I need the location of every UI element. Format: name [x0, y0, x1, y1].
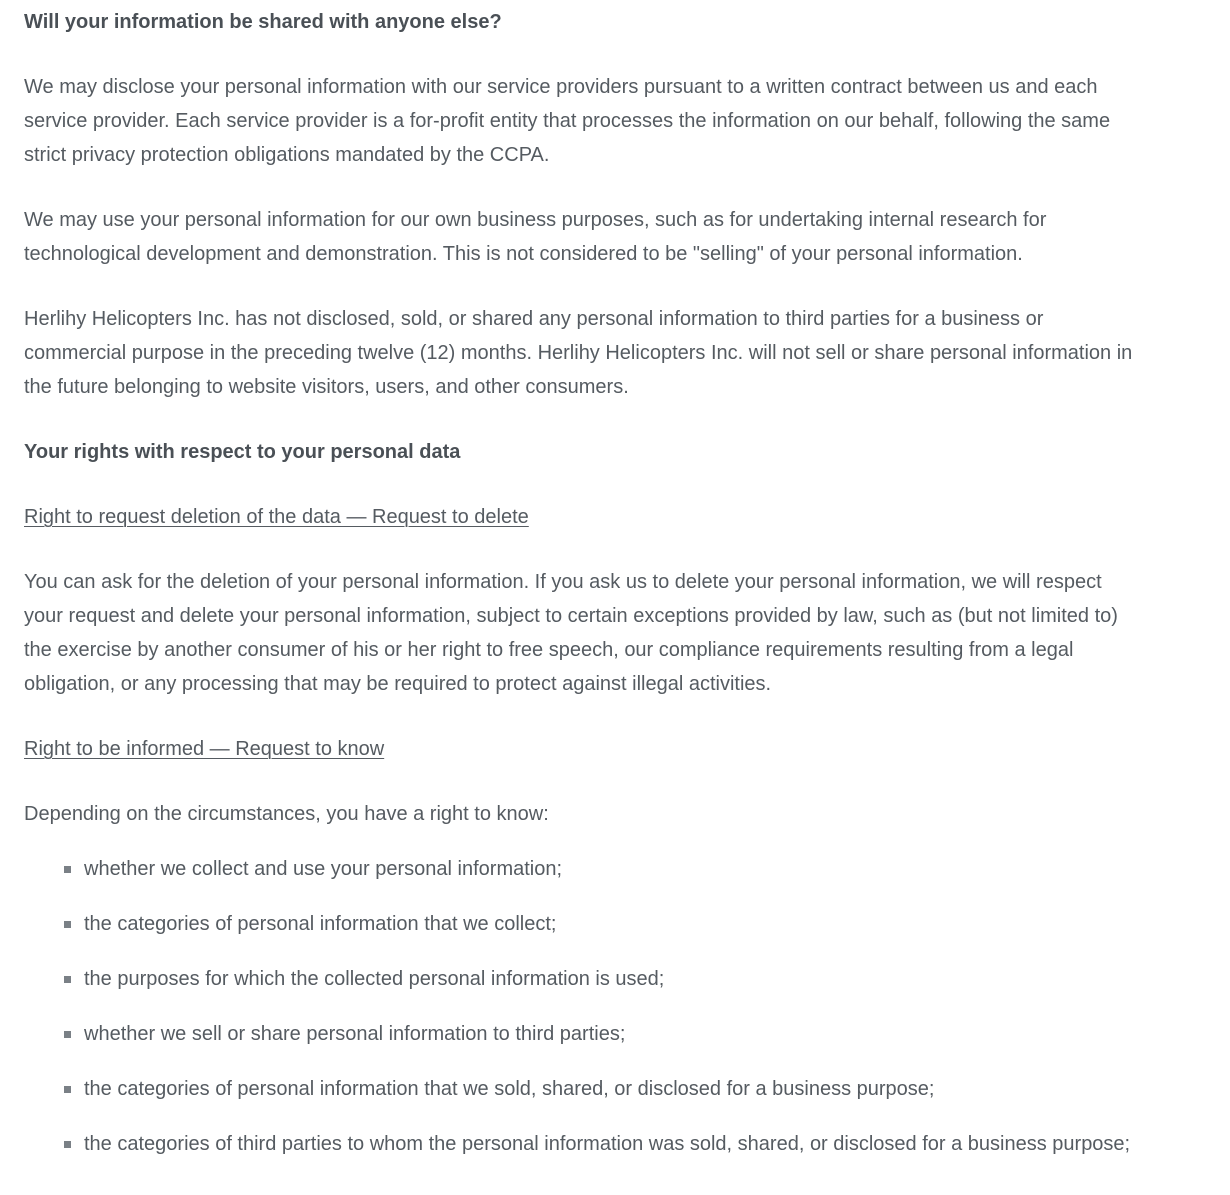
- square-bullet-icon: [64, 1086, 71, 1093]
- know-intro: Depending on the circumstances, you have a right to know:: [24, 803, 549, 825]
- sharing-paragraph-3: Herlihy Helicopters Inc. has not disclosed, sold, or shared any personal information to third parties for a business or commercial purpose in the preceding twelve (12) months. Herlihy Helicopters Inc. will not sell or share personal information in the future belonging to website visitors, users, and other consumers.: [24, 308, 1133, 398]
- policy-content: [24, 5, 1134, 1161]
- list-item: the purposes for which the collected personal information is used;: [84, 962, 1134, 996]
- request-to-know-link[interactable]: Right to be informed — Request to know: [24, 738, 385, 760]
- square-bullet-icon: [64, 1141, 71, 1148]
- sharing-heading: Will your information be shared with anyone else?: [24, 11, 502, 33]
- square-bullet-icon: [64, 1031, 71, 1038]
- sharing-paragraph-2: We may use your personal information for our own business purposes, such as for undertaking internal research for technological development and demonstration. This is not considered to be "selling" of your personal information.: [24, 209, 1047, 265]
- list-item: the categories of third parties to whom the personal information was sold, shared, or disclosed for a business purpose;: [84, 1127, 1134, 1161]
- list-item: the categories of personal information that we collect;: [84, 907, 1134, 941]
- know-link-container: [24, 732, 1134, 766]
- square-bullet-icon: [64, 866, 71, 873]
- know-list: [24, 852, 1134, 1161]
- list-item: whether we sell or share personal information to third parties;: [84, 1017, 1134, 1051]
- rights-heading: Your rights with respect to your personal data: [24, 441, 461, 463]
- request-to-delete-link[interactable]: Right to request deletion of the data — Request to delete: [24, 506, 529, 528]
- square-bullet-icon: [64, 976, 71, 983]
- delete-paragraph: You can ask for the deletion of your personal information. If you ask us to delete your personal information, we will respect your request and delete your personal information, subject to certain exceptions provided by law, such as (but not limited to) the exercise by another consumer of his or her right to free speech, our compliance requirements resulting from a legal obligation, or any processing that may be required to protect against illegal activities.: [24, 571, 1118, 695]
- list-item: whether we collect and use your personal information;: [84, 852, 1134, 886]
- delete-link-container: [24, 500, 1134, 534]
- list-item: the categories of personal information that we sold, shared, or disclosed for a business purpose;: [84, 1072, 1134, 1106]
- sharing-paragraph-1: We may disclose your personal information with our service providers pursuant to a written contract between us and each service provider. Each service provider is a for-profit entity that processes the information on our behalf, following the same strict privacy protection obligations mandated by the CCPA.: [24, 76, 1111, 166]
- square-bullet-icon: [64, 921, 71, 928]
